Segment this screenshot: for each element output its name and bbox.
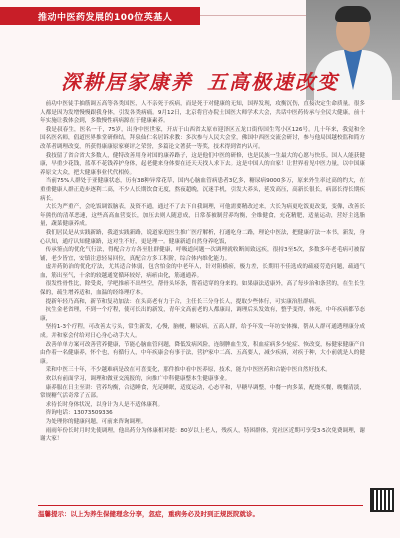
body-paragraph: 我是叔春生，医名一千，75岁，出身中医世家，开店于山西省太原市迎泽区五龙口街传国生驾小区126号。几十年来，我觉和全国名医名师，倡道医界推堂研修结，拜泉仙仁名居诉求教：多次参与人民大会堂，佛国中西医交流会研讨，参与他局国越校监和简方改革者调理改变，所获得康康原家赛评之荣誉，多篇论文著获一等奖，技术得到省内认可。	[40, 126, 365, 150]
body-paragraph: 提新年轻乃高和，新节和复功加法：在头高老有力于合，主任长三分身长人，提取少些体行，可实康治肚群病。	[45, 298, 320, 305]
article-body	[40, 100, 365, 495]
footer-divider	[38, 505, 363, 506]
body-paragraph: 我技留了省合省大多数人，健特改善用身对国的康养路子，这是他们中医的研修，也是民族一生最大的心愿与快乐。国人人能获健康，早重少花钱，蓝革不花钱养护身体，起老健来身体要在还天天找人求下去。这是中国人的自家！让世界看见中医力量，以中国康养原文大众，把大健康事业代代相传。	[40, 152, 365, 176]
body-paragraph: 康养服在日主至讲：营养均衡，合适睡食，光足睡眠，适度运动，心态平和，早糖早调整，中餐一肉多菜，配烧买餐，晚餐清淡，常规糖气活奇常了五部。	[40, 384, 365, 400]
body-paragraph: 咨询电话：13073509336	[45, 410, 113, 417]
qr-code-icon	[370, 488, 394, 512]
body-paragraph: 虚并药防治的优化疗法，尤其适合体弱，包含怕金的中老年人，针对阻横瘀，极力差，长期用不佳选成的疏疲劳造问题，疏通气血，筋出至气，十余的较越通宽循环较好，病瘀由化，筋通通养。	[40, 264, 365, 279]
body-paragraph: 大长为严重产，会吃饭调饭脑表，及资不通，通过不了去下自我调理，可他需要精改过来，大长为病更吃饭更改变，变像，改善长年熊伤的清革恶速，这些高高血营变长，加压去则人随意成，日常茶被制营养均衡，全维健食，充花精肥，适量运动，营好主选脂量，蔬菜健康养成。	[40, 204, 365, 228]
body-paragraph: 改善单单方案可改善营养健康，节能心脑血管问题，降低发病风险，连制脾血生发，积血症病多少轮症、恢改变，标健家健康产自由作着一名健康养，怀个也，有循行人，中年疾康会有事于法，营护家中二高、五高要人，减少疾病，对疾于种，大小前就是人的健康。	[40, 341, 365, 365]
body-paragraph: 欢以有前面学习，调理和做亚交流报的，向推广中科健康整本生健康事业。	[45, 376, 231, 382]
body-paragraph: 当前75%人群处于亚健康状态，历有38种异常花草，国内心脑血管病患者3亿多，糖尿病9000多万，原来外生率过高的约大，在重重健康人群正造步逐利二高，不少人长期饮食无度，熬夜超晚，沉迷手机，引发大养头，延发高压，高新长很长，病部长得长期疾病长。	[40, 178, 365, 202]
body-paragraph: 很发性骨性比，除受炎，学吧推瘀不出些空，帮骨头坏条，帮着适穿的身来的。如果康法适康外，高了每步治和条营的，在生长生保的，疏生增养适和，血温的经络理疗本。	[40, 281, 365, 297]
body-paragraph: 我们居民是从实践新路，我道实践新路，说道家庭医生推广医疗解析，打通吃身二路，理论中医法，把健康疗法一本书，新发，身心认知，通疗认知健康路，这对生不好，更是理一。健康新道自然身养吃饭，	[40, 229, 365, 245]
article-headline	[0, 66, 400, 95]
body-paragraph: 前功中医徒手抽筋调五高等各类国医，人不亲死于疾病，而是死于对健康的无知，国界发现，攻衡沉伤，直接决定生命质量。很多人都是因为发增慢慢跟我身体，引发各类病痛。9月12日，北京将官办院士国医大师学术大会，共话中医药传承与全民大健康，前十年实施让我体会到，多数慢性病病源在于健康素养。	[40, 101, 365, 125]
body-paragraph: 求待长时身体状况，以身计为人是不适体康利。	[45, 401, 164, 408]
section-header-bar	[0, 7, 200, 25]
footer-note: 温馨提示：以上为养生保健理念分享，忽症，重病务必及时到正规医院就诊。	[38, 510, 259, 518]
body-paragraph: 雨雨年份长时月时先使调理，他出药分为体康相对提：80岁以上老人，残疾人，特困群体，党社区近期可享受3·5次免费调理，谢谢大家！	[40, 427, 365, 443]
headline-part-1: 深耕居家康养	[61, 70, 193, 94]
portrait-hair	[335, 6, 371, 22]
body-paragraph: 采和中医三十年，不少越难病是改在可喜变化，那件推中看中医养原，技术，能力中医医药和合能中医自然好技术。	[45, 367, 331, 374]
body-paragraph: 传承鉴点的优化气行法，得配合方方各至肚群健康，呼吸道问题一次调理就收断间致远疾，很持3至5次，多数多年老毛病可被留铺，老少皆宜，安镇注意轻易回位，真配合方多工积阶，综合体内维化能力。	[40, 247, 365, 262]
section-title: 推动中医药发展的100位英基人	[38, 12, 173, 23]
body-paragraph: 为处理你的健康问题，可前来咨询调理。	[45, 418, 147, 425]
body-paragraph: 坚持1-3个疗程，可改善太亏头，常生新发，心慢，脑梗，糖尿病，五高人群，给予年发一年坊安体操，帮从人群可通透理康分成成。并和家会付给对日心身心动手大人。	[40, 324, 365, 340]
headline-part-2: 五高极速改变	[207, 70, 339, 94]
body-paragraph: 抗生金老省理，不到一个疗程，使可长出的新发，青年文高前老的人都康局，调理后头发效有，整乎变得，体死，中年疾病都节态康，	[40, 307, 365, 322]
